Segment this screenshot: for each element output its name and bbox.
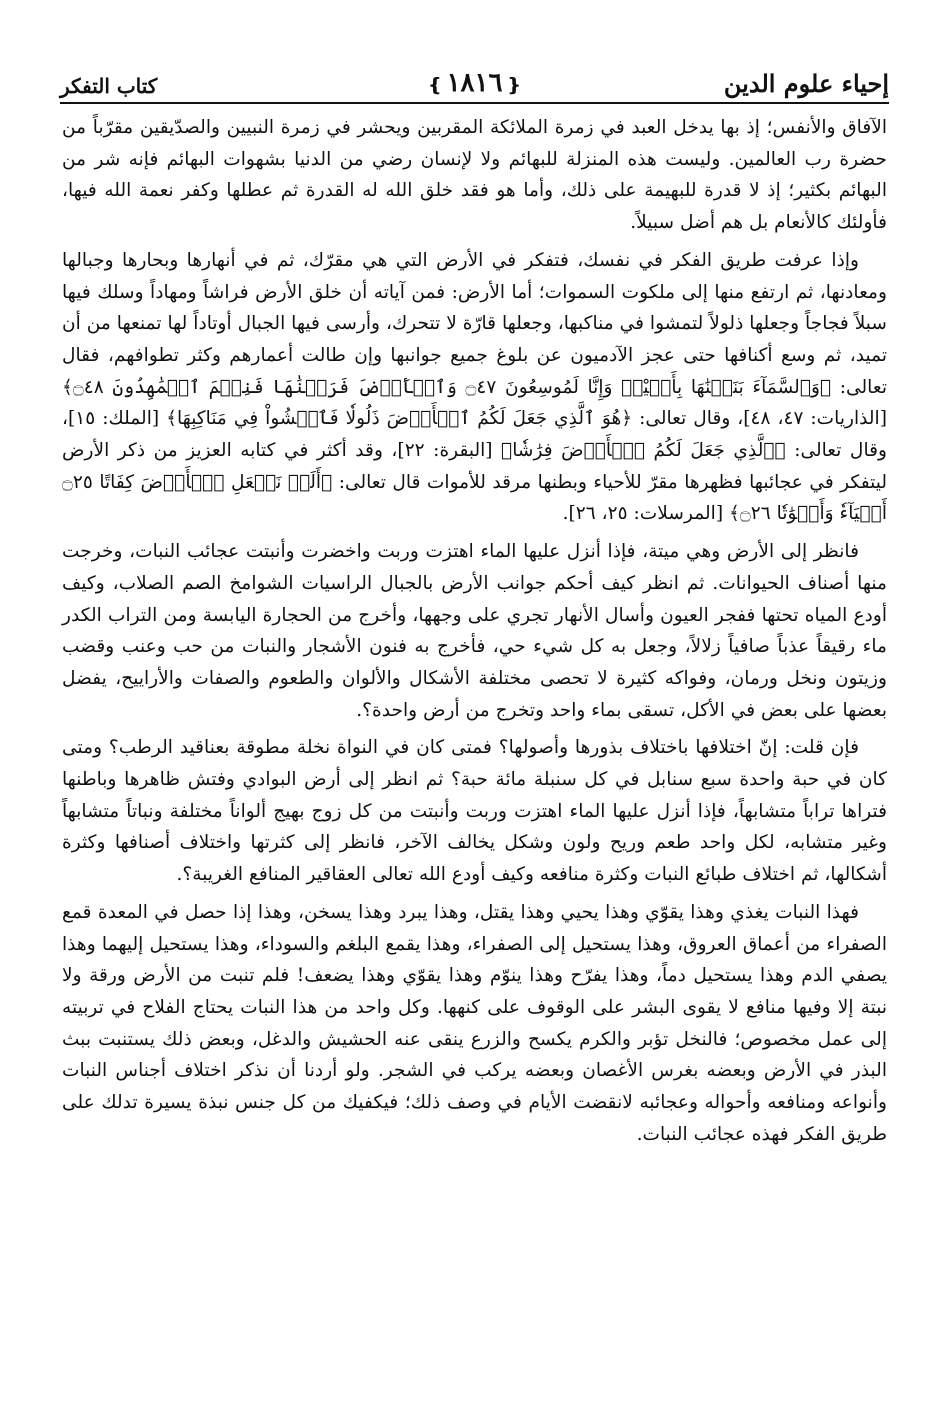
page-number bbox=[423, 68, 525, 98]
ornament-icon: ❴ bbox=[506, 75, 522, 96]
paragraph: الآفاق والأنفس؛ إذ بها يدخل العبد في زمرة الملائكة المقربين ويحشر في زمرة النبيين والصدّيقين مقرّباً من حضرة رب العالمين. وليست هذه المنزلة للبهائم ولا لإنسان رضي من الدنيا بشهوات البهائم فإنه شر من البهائم بكثير؛ إذ لا قدرة للبهيمة على ذلك، وأما هو فقد خلق الله له القدرة ثم عطلها وكفر نعمة الله فيها، فأولئك كالأنعام بل هم أضل سبيلاً. bbox=[62, 117, 887, 234]
section-title: كتاب التفكر bbox=[60, 74, 158, 98]
book-title: إحياء علوم الدين bbox=[723, 69, 889, 98]
ornament-icon: ❵ bbox=[427, 75, 443, 96]
page-number-value: ١٨١٦ bbox=[446, 68, 503, 98]
page-body bbox=[62, 112, 887, 1157]
paragraph: فانظر إلى الأرض وهي ميتة، فإذا أنزل عليها الماء اهتزت وربت واخضرت وأنبتت عجائب النبات، وخرجت منها أصناف الحيوانات. ثم انظر كيف أحكم جوانب الأرض بالجبال الراسيات الشوامخ الصم الصلاب، وكيف أودع المياه تحتها ففجر العيون وأسال الأنهار تجري على وجهها، وأخرج من الحجارة اليابسة ومن التراب الكدر ماء رقيقاً عذباً صافياً زلالاً، وجعل به كل شيء حي، فأخرج به فنون الأشجار والنبات من حب وعنب وقضب وزيتون ونخل ورمان، وفواكه كثيرة لا تحصى مختلفة الأشكال والألوان والطعوم والصفات والأراييح، يفضل بعضها على بعض في الأكل، تسقى بماء واحد وتخرج من أرض واحدة؟. bbox=[62, 541, 887, 721]
page-header bbox=[60, 58, 889, 104]
paragraph: فهذا النبات يغذي وهذا يقوّي وهذا يحيي وهذا يقتل، وهذا يبرد وهذا يسخن، وهذا إذا حصل في المعدة قمع الصفراء من أعماق العروق، وهذا يستحيل إلى الصفراء، وهذا يقمع البلغم والسوداء، وهذا يستحيل إليهما وهذا يصفي الدم وهذا يستحيل دماً، وهذا يفرّح وهذا ينوّم وهذا يقوّي وهذا يضعف! فلم تنبت من الأرض ورقة ولا نبتة إلا وفيها منافع لا يقوى البشر على الوقوف على كنهها. وكل واحد من هذا النبات يحتاج الفلاح في تربيته إلى عمل مخصوص؛ فالنخل تؤبر والكرم يكسح والزرع ينقى عنه الحشيش والدغل، وبعض ذلك يستنبت ببث البذر في الأرض وبعضه بغرس الأغصان وبعضه يركب في الشجر. ولو أردنا أن نذكر اختلاف أجناس النبات وأنواعه ومنافعه وأحواله وعجائبه لانقضت الأيام في وصف ذلك؛ فيكفيك من كل جنس نبذة يسيرة تدلك على طريق الفكر فهذه عجائب النبات. bbox=[62, 901, 887, 1145]
paragraph: فإن قلت: إنّ اختلافها باختلاف بذورها وأصولها؟ فمتى كان في النواة نخلة مطوقة بعناقيد الرطب؟ ومتى كان في حبة واحدة سبع سنابل في كل سنبلة مائة حبة؟ ثم انظر إلى أرض البوادي وفتش ظاهرها وباطنها فتراها تراباً متشابهاً، فإذا أنزل عليها الماء اهتزت وربت وأنبتت من كل زوج بهيج ألواناً مختلفة ونباتاً متشابهاً وغير متشابه، لكل واحد طعم وريح ولون وشكل يخالف الآخر، فانظر إلى كثرتها واختلاف أصنافها وكثرة أشكالها، ثم اختلاف طبائع النبات وكثرة منافعه وكيف أودع الله تعالى العقاقير المنافع الغريبة؟. bbox=[62, 737, 887, 886]
paragraph: وإذا عرفت طريق الفكر في نفسك، فتفكر في الأرض التي هي مقرّك، ثم في أنهارها وبحارها وجبالها ومعادنها، ثم ارتفع منها إلى ملكوت السموات؛ أما الأرض: فمن آياته أن خلق الأرض فراشاً ومهاداً وسلك فيها سبلاً فجاجاً وجعلها ذلولاً لتمشوا في مناكبها، وجعلها قارّة لا تتحرك، وأرسى فيها الجبال أوتاداً لها تمنعها من أن تميد، ثم وسع أكنافها حتى عجز الآدميون عن بلوغ جميع جوانبها وإن طالت أعمارهم وكثر تطوافهم، فقال تعالى: ﴿وَٱلسَّمَآءَ بَنَيۡنَٰهَا بِأَيۡيْدٖ وَإِنَّا لَمُوسِعُونَ ۝٤٧ وَٱلۡأَرۡضَ فَرَشۡنَٰهَا فَنِعۡمَ ٱلۡمَٰهِدُونَ ۝٤٨﴾ [الذاريات: ٤٧، ٤٨]، وقال تعالى: ﴿هُوَ ٱلَّذِي جَعَلَ لَكُمُ ٱلۡأَرۡضَ ذَلُولٗا فَٱمۡشُواْ فِي مَنَاكِبِهَا﴾ [الملك: ١٥]، وقال تعالى: ﴿ٱلَّذِي جَعَلَ لَكُمُ ٱلۡأَرۡضَ فِرَٰشٗا﴾ [البقرة: ٢٢]، وقد أكثر في كتابه العزيز من ذكر الأرض ليتفكر في عجائبها فظهرها مقرّ للأحياء وبطنها مرقد للأموات قال تعالى: ﴿أَلَمۡ نَجۡعَلِ ٱلۡأَرۡضَ كِفَاتًا ۝٢٥ أَحۡيَآءٗ وَأَمۡوَٰتٗا ۝٢٦﴾ [المرسلات: ٢٥، ٢٦]. bbox=[62, 249, 887, 525]
